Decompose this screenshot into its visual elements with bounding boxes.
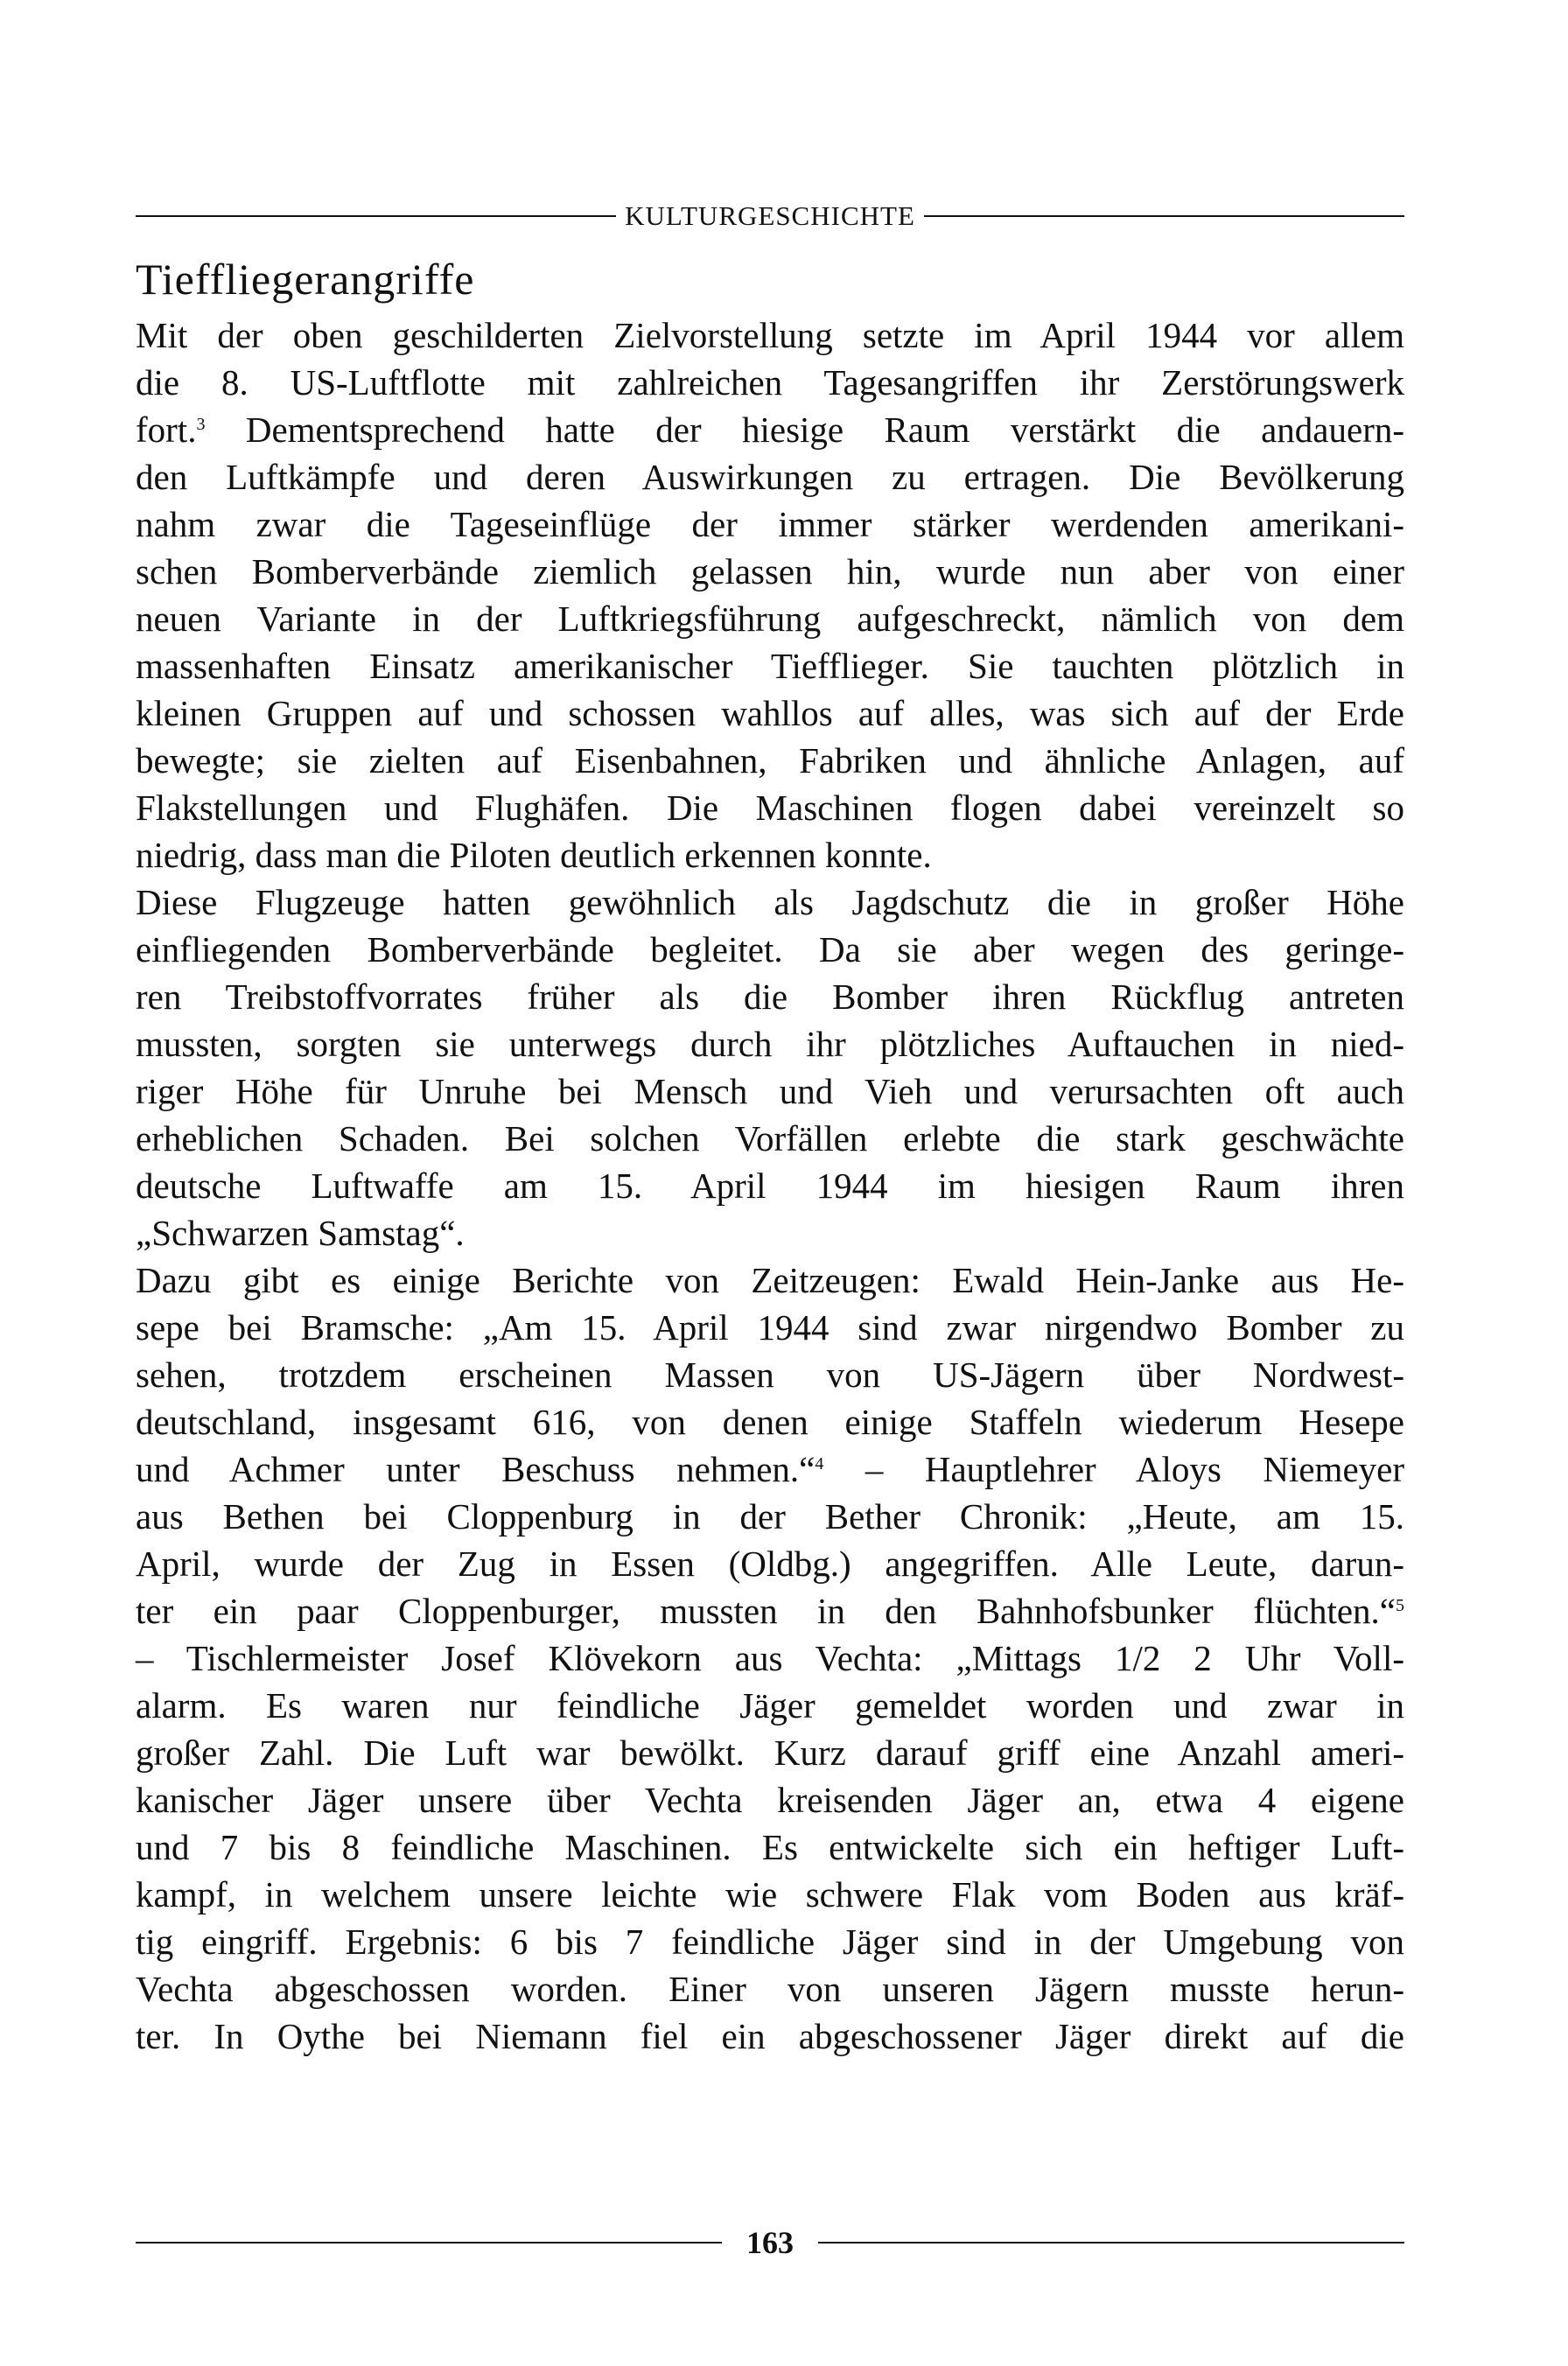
line-text-continued: – Hauptlehrer Aloys Niemeyer bbox=[823, 1449, 1404, 1489]
line-text: nahm zwar die Tageseinflüge der immer stärker werdenden amerikani- bbox=[136, 504, 1404, 544]
line-text: April, wurde der Zug in Essen (Oldbg.) angegriffen. Alle Leute, darun- bbox=[136, 1544, 1404, 1584]
text-line bbox=[136, 2012, 1404, 2060]
line-text: niedrig, dass man die Piloten deutlich erkennen konnte. bbox=[136, 835, 932, 875]
footnote-marker: 3 bbox=[196, 415, 206, 434]
text-line bbox=[136, 1115, 1404, 1162]
section-title: Tieffliegerangriffe bbox=[136, 255, 475, 304]
line-text: tig eingriff. Ergebnis: 6 bis 7 feindliche Jäger sind in der Umgebung von bbox=[136, 1922, 1404, 1962]
text-line bbox=[136, 1162, 1404, 1209]
text-line bbox=[136, 1398, 1404, 1446]
line-text: und 7 bis 8 feindliche Maschinen. Es entwickelte sich ein heftiger Luft- bbox=[136, 1827, 1404, 1867]
text-line bbox=[136, 406, 1404, 453]
page-number: 163 bbox=[746, 2225, 794, 2260]
text-line bbox=[136, 1871, 1404, 1918]
text-line bbox=[136, 690, 1404, 737]
line-text: sehen, trotzdem erscheinen Massen von US-Jägern über Nordwest- bbox=[136, 1354, 1404, 1395]
line-text: die 8. US-Luftflotte mit zahlreichen Tagesangriffen ihr Zerstörungswerk bbox=[136, 362, 1404, 402]
line-text: mussten, sorgten sie unterwegs durch ihr plötzliches Auftauchen in nied- bbox=[136, 1024, 1404, 1064]
text-line bbox=[136, 1587, 1404, 1634]
header-rule-left bbox=[136, 215, 616, 217]
line-text: kampf, in welchem unsere leichte wie schwere Flak vom Boden aus kräf- bbox=[136, 1874, 1404, 1914]
line-text: bewegte; sie zielten auf Eisenbahnen, Fabriken und ähnliche Anlagen, auf bbox=[136, 740, 1404, 780]
running-head-label: KULTURGESCHICHTE bbox=[625, 200, 915, 231]
text-line bbox=[136, 500, 1404, 548]
text-line bbox=[136, 642, 1404, 690]
text-line bbox=[136, 1256, 1404, 1304]
line-text: kleinen Gruppen auf und schossen wahllos auf alles, was sich auf der Erde bbox=[136, 693, 1404, 733]
footnote-marker: 5 bbox=[1396, 1596, 1404, 1615]
line-text: deutsche Luftwaffe am 15. April 1944 im hiesigen Raum ihren bbox=[136, 1166, 1404, 1206]
line-text: neuen Variante in der Luftkriegsführung aufgeschreckt, nämlich von dem bbox=[136, 598, 1404, 639]
text-line bbox=[136, 831, 1404, 878]
text-line bbox=[136, 1776, 1404, 1824]
line-text: ter ein paar Cloppenburger, mussten in den Bahnhofsbunker flüchten.“ bbox=[136, 1591, 1396, 1631]
line-text: sepe bei Bramsche: „Am 15. April 1944 sind zwar nirgendwo Bomber zu bbox=[136, 1307, 1404, 1348]
line-text: „Schwarzen Samstag“. bbox=[136, 1213, 465, 1253]
line-text: alarm. Es waren nur feindliche Jäger gemeldet worden und zwar in bbox=[136, 1685, 1404, 1726]
footer-rule-right bbox=[818, 2242, 1404, 2244]
header-rule-right bbox=[924, 215, 1404, 217]
line-text: ter. In Oythe bei Niemann fiel ein abgeschossener Jäger direkt auf die bbox=[136, 2016, 1404, 2056]
body-text bbox=[136, 312, 1404, 2060]
page-footer bbox=[136, 2221, 1404, 2264]
text-line bbox=[136, 1020, 1404, 1068]
text-line bbox=[136, 1446, 1404, 1493]
line-text: massenhaften Einsatz amerikanischer Tiefflieger. Sie tauchten plötzlich in bbox=[136, 646, 1404, 686]
text-line bbox=[136, 1634, 1404, 1682]
line-text: Diese Flugzeuge hatten gewöhnlich als Jagdschutz die in großer Höhe bbox=[136, 882, 1404, 922]
text-line bbox=[136, 878, 1404, 926]
line-text: Vechta abgeschossen worden. Einer von unseren Jägern musste herun- bbox=[136, 1969, 1404, 2009]
text-line bbox=[136, 1540, 1404, 1587]
text-line bbox=[136, 359, 1404, 406]
line-text: riger Höhe für Unruhe bei Mensch und Vieh und verursachten oft auch bbox=[136, 1071, 1404, 1111]
line-text: erheblichen Schaden. Bei solchen Vorfällen erlebte die stark geschwächte bbox=[136, 1118, 1404, 1158]
line-text: schen Bomberverbände ziemlich gelassen hin, wurde nun aber von einer bbox=[136, 551, 1404, 592]
text-line bbox=[136, 1965, 1404, 2012]
text-line bbox=[136, 1682, 1404, 1729]
text-line bbox=[136, 784, 1404, 831]
line-text: fort. bbox=[136, 410, 197, 450]
text-line bbox=[136, 453, 1404, 500]
line-text: ren Treibstoffvorrates früher als die Bomber ihren Rückflug antreten bbox=[136, 976, 1404, 1017]
line-text: Dazu gibt es einige Berichte von Zeitzeugen: Ewald Hein-Janke aus He- bbox=[136, 1260, 1404, 1300]
line-text: Flakstellungen und Flughäfen. Die Maschinen flogen dabei vereinzelt so bbox=[136, 788, 1404, 828]
line-text-continued: Dementsprechend hatte der hiesige Raum verstärkt die andauern- bbox=[205, 410, 1404, 450]
text-line bbox=[136, 1068, 1404, 1115]
text-line bbox=[136, 737, 1404, 784]
text-line bbox=[136, 973, 1404, 1020]
text-line bbox=[136, 926, 1404, 973]
running-head bbox=[136, 194, 1404, 238]
text-line bbox=[136, 1351, 1404, 1398]
line-text: und Achmer unter Beschuss nehmen.“ bbox=[136, 1449, 816, 1489]
text-line bbox=[136, 1493, 1404, 1540]
footer-rule-left bbox=[136, 2242, 722, 2244]
text-line bbox=[136, 1918, 1404, 1965]
line-text: Mit der oben geschilderten Zielvorstellung setzte im April 1944 vor allem bbox=[136, 315, 1404, 355]
text-line bbox=[136, 595, 1404, 642]
text-line bbox=[136, 548, 1404, 595]
text-line bbox=[136, 1209, 1404, 1256]
line-text: großer Zahl. Die Luft war bewölkt. Kurz darauf griff eine Anzahl ameri- bbox=[136, 1732, 1404, 1773]
line-text: aus Bethen bei Cloppenburg in der Bether Chronik: „Heute, am 15. bbox=[136, 1496, 1404, 1536]
line-text: – Tischlermeister Josef Klövekorn aus Vechta: „Mittags 1/2 2 Uhr Voll- bbox=[136, 1638, 1404, 1678]
line-text: den Luftkämpfe und deren Auswirkungen zu ertragen. Die Bevölkerung bbox=[136, 457, 1404, 497]
text-line bbox=[136, 1304, 1404, 1351]
line-text: einfliegenden Bomberverbände begleitet. Da sie aber wegen des geringe- bbox=[136, 929, 1404, 970]
line-text: kanischer Jäger unsere über Vechta kreisenden Jäger an, etwa 4 eigene bbox=[136, 1780, 1404, 1820]
line-text: deutschland, insgesamt 616, von denen einige Staffeln wiederum Hesepe bbox=[136, 1402, 1404, 1442]
text-line bbox=[136, 1729, 1404, 1776]
text-line bbox=[136, 1824, 1404, 1871]
footnote-marker: 4 bbox=[815, 1454, 824, 1474]
text-line bbox=[136, 312, 1404, 359]
